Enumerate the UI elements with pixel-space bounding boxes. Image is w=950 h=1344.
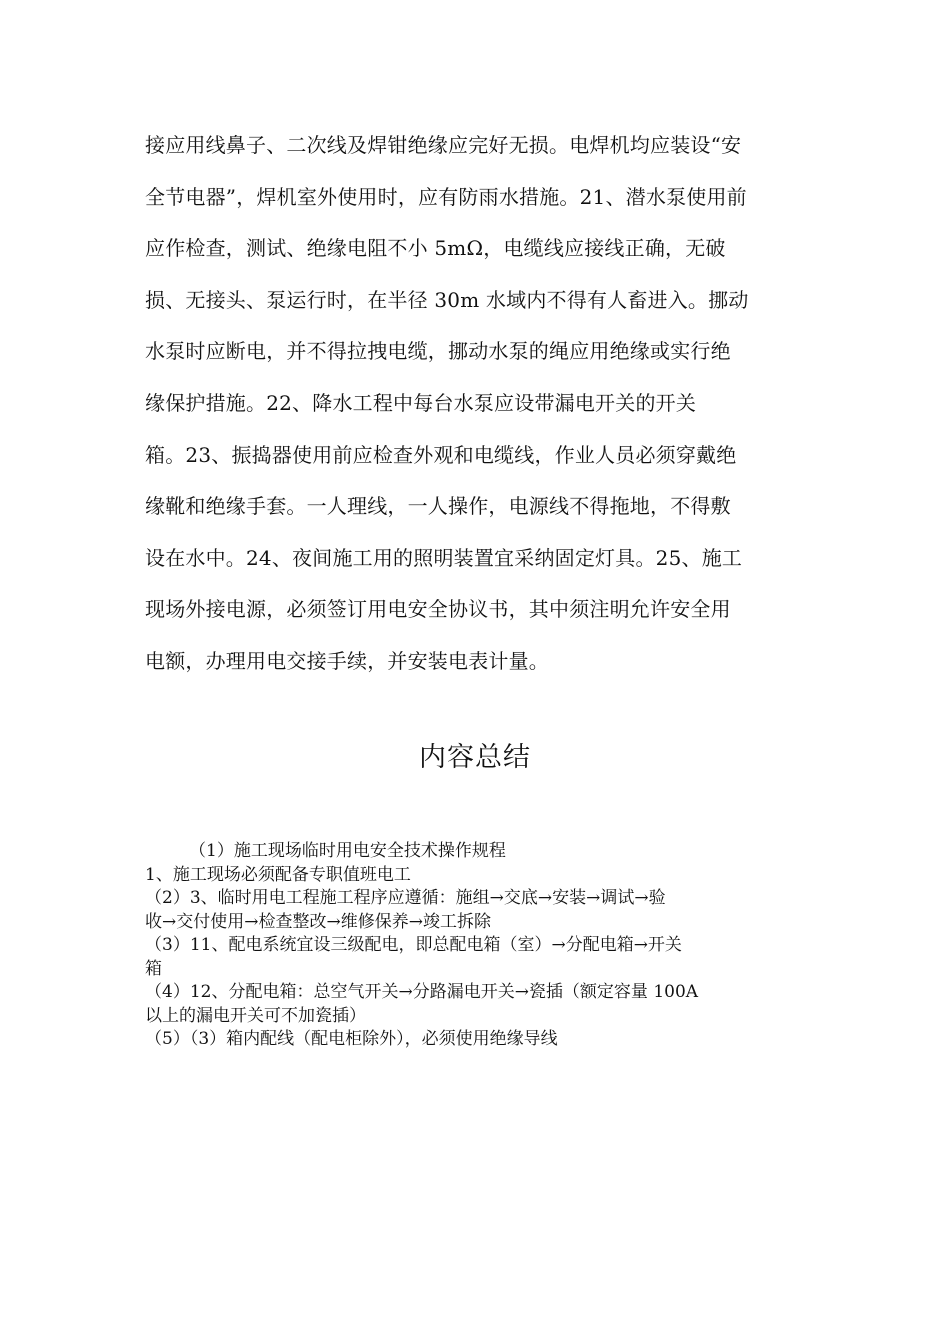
body-line-1: 接应用线鼻子、二次线及焊钳绝缘应完好无损。电焊机均应装设“安 <box>145 133 742 157</box>
body-line-7: 箱。23、振捣器使用前应检查外观和电缆线，作业人员必须穿戴绝 <box>145 442 737 467</box>
summary-line-8: 以上的漏电开关可不加瓷插） <box>145 1005 366 1026</box>
body-line-11: 电额，办理用电交接手续，并安装电表计量。 <box>145 648 549 673</box>
summary-line-9: （5）（3）箱内配线（配电柜除外），必须使用绝缘导线 <box>145 1029 558 1049</box>
body-line-8: 缘靴和绝缘手套。一人理线，一人操作，电源线不得拖地，不得敷 <box>145 494 731 519</box>
body-text <box>145 120 815 688</box>
summary-title: 内容总结 <box>419 742 531 773</box>
summary-line-7: （4）12、分配电箱：总空气开关→分路漏电开关→瓷插（额定容量 100A <box>145 982 699 1002</box>
body-line-3: 应作检查，测试、绝缘电阻不小 5mΩ，电缆线应接线正确，无破 <box>145 236 726 261</box>
summary-line-3: （2）3、临时用电工程施工程序应遵循：施组→交底→安装→调试→验 <box>145 888 666 908</box>
summary-line-4: 收→交付使用→检查整改→维修保养→竣工拆除 <box>145 911 491 932</box>
body-line-9: 设在水中。24、夜间施工用的照明装置宜采纳固定灯具。25、施工 <box>145 545 743 570</box>
body-line-6: 缘保护措施。22、降水工程中每台水泵应设带漏电开关的开关 <box>145 390 697 415</box>
body-line-10: 现场外接电源，必须签订用电安全协议书，其中须注明允许安全用 <box>145 597 731 622</box>
body-line-5: 水泵时应断电，并不得拉拽电缆，挪动水泵的绳应用绝缘或实行绝 <box>145 339 731 364</box>
body-line-2: 全节电器”，焊机室外使用时，应有防雨水措施。21、潜水泵使用前 <box>145 184 747 209</box>
summary-line-6: 箱 <box>145 958 162 979</box>
body-line-4: 损、无接头、泵运行时，在半径 30m 水域内不得有人畜进入。挪动 <box>145 287 749 312</box>
summary-line-2: 1、施工现场必须配备专职值班电工 <box>145 864 411 885</box>
summary-list <box>145 840 810 1052</box>
summary-line-5: （3）11、配电系统宜设三级配电，即总配电箱（室）→分配电箱→开关 <box>145 935 682 955</box>
summary-line-1: （1）施工现场临时用电安全技术操作规程 <box>189 841 506 861</box>
